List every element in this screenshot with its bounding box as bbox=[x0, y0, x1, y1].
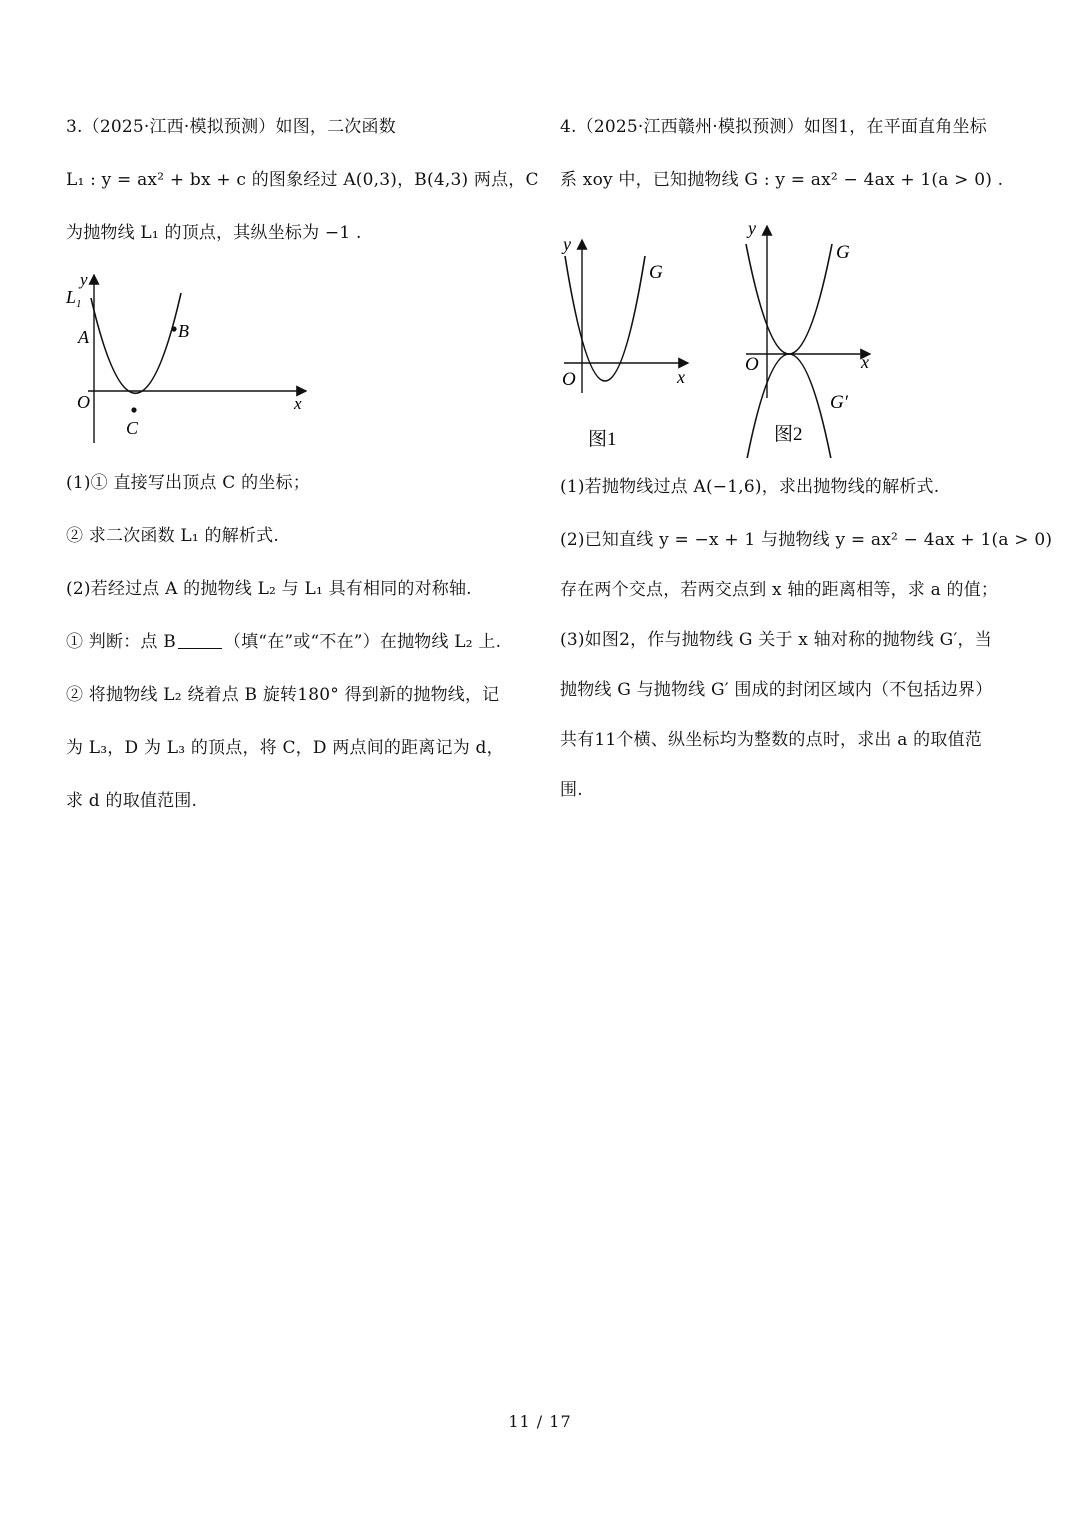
fig1-label-g: G bbox=[649, 262, 663, 283]
fig1-caption: 图1 bbox=[588, 429, 617, 450]
q3-label-a: A bbox=[78, 327, 89, 347]
question-3 bbox=[66, 112, 539, 839]
fig1-label-origin: O bbox=[562, 369, 576, 390]
q3-label-x: x bbox=[294, 394, 302, 413]
q4-figure-1 bbox=[561, 234, 688, 450]
q4-part-3-line-4: 围. bbox=[560, 780, 583, 800]
q3-part-2-2-line-3: 求 d 的取值范围. bbox=[66, 791, 198, 811]
q4-part-1: (1)若抛物线过点 A(−1,6)，求出抛物线的解析式. bbox=[560, 477, 940, 497]
q4-part-3-line-3: 共有11个横、纵坐标均为整数的点时，求出 a 的取值范 bbox=[560, 730, 982, 750]
q3-label-curve bbox=[66, 287, 82, 310]
q4-line-2: 系 xoy 中，已知抛物线 G : y = ax² − 4ax + 1(a > 0) . bbox=[560, 170, 1004, 190]
q3-parabola bbox=[91, 293, 181, 393]
fig1-parabola-g bbox=[565, 256, 645, 381]
q3-label-curve-sub: 1 bbox=[76, 298, 82, 310]
q3-line-2: L₁ : y = ax² + bx + c 的图象经过 A(0,3)，B(4,3) 两点，C bbox=[66, 170, 539, 190]
fig2-label-g: G bbox=[836, 242, 850, 263]
fig2-label-origin: O bbox=[745, 354, 759, 375]
q3-label-curve-main: L bbox=[66, 287, 77, 307]
q4-part-3-line-2: 抛物线 G 与抛物线 G′ 围成的封闭区域内（不包括边界） bbox=[560, 680, 993, 700]
q3-label-origin: O bbox=[77, 392, 90, 412]
question-4 bbox=[560, 112, 1053, 825]
q3-part-2-1-b: （填“在”或“不在”）在抛物线 L₂ 上. bbox=[223, 632, 502, 652]
q3-figure bbox=[66, 271, 326, 456]
q4-figures bbox=[560, 218, 900, 458]
page-number: 11 / 17 bbox=[508, 1412, 572, 1431]
q3-part-2-2-line-2: 为 L₃，D 为 L₃ 的顶点，将 C，D 两点间的距离记为 d， bbox=[66, 738, 504, 758]
q3-label-b: B bbox=[178, 321, 189, 341]
q3-label-c: C bbox=[126, 418, 139, 438]
q3-point-b-dot bbox=[171, 326, 176, 331]
q3-part-1-2: ② 求二次函数 L₁ 的解析式. bbox=[66, 526, 279, 546]
fig2-label-y: y bbox=[748, 218, 756, 238]
q3-line-1: 3.（2025·江西·模拟预测）如图，二次函数 bbox=[66, 117, 396, 137]
q3-part-2: (2)若经过点 A 的抛物线 L₂ 与 L₁ 具有相同的对称轴. bbox=[66, 579, 472, 599]
q3-part-1-1: (1)① 直接写出顶点 C 的坐标； bbox=[66, 473, 310, 493]
q3-label-y: y bbox=[80, 271, 88, 289]
fig2-caption: 图2 bbox=[774, 424, 803, 445]
answer-blank bbox=[178, 630, 222, 649]
fig1-label-x: x bbox=[677, 367, 685, 387]
fig2-parabola-g bbox=[746, 244, 832, 354]
fig2-label-x: x bbox=[861, 352, 869, 372]
q4-part-3-line-1: (3)如图2，作与抛物线 G 关于 x 轴对称的抛物线 G′，当 bbox=[560, 630, 992, 650]
q4-figure-2 bbox=[745, 218, 870, 458]
fig1-label-y: y bbox=[563, 234, 571, 254]
q3-point-c-dot bbox=[131, 407, 136, 412]
q3-part-2-1-a: ① 判断：点 B bbox=[66, 632, 176, 652]
q4-part-2-line-2: 存在两个交点，若两交点到 x 轴的距离相等，求 a 的值； bbox=[560, 580, 999, 600]
fig2-label-g-prime: G′ bbox=[830, 392, 848, 413]
q3-part-2-2-line-1: ② 将抛物线 L₂ 绕着点 B 旋转180° 得到新的抛物线，记 bbox=[66, 685, 500, 705]
q4-part-2-line-1: (2)已知直线 y = −x + 1 与抛物线 y = ax² − 4ax + 1(a > 0) bbox=[560, 530, 1053, 550]
q3-part-2-1 bbox=[66, 627, 526, 657]
q4-line-1: 4.（2025·江西赣州·模拟预测）如图1，在平面直角坐标 bbox=[560, 117, 987, 137]
q3-line-3: 为抛物线 L₁ 的顶点，其纵坐标为 −1 . bbox=[66, 223, 362, 243]
